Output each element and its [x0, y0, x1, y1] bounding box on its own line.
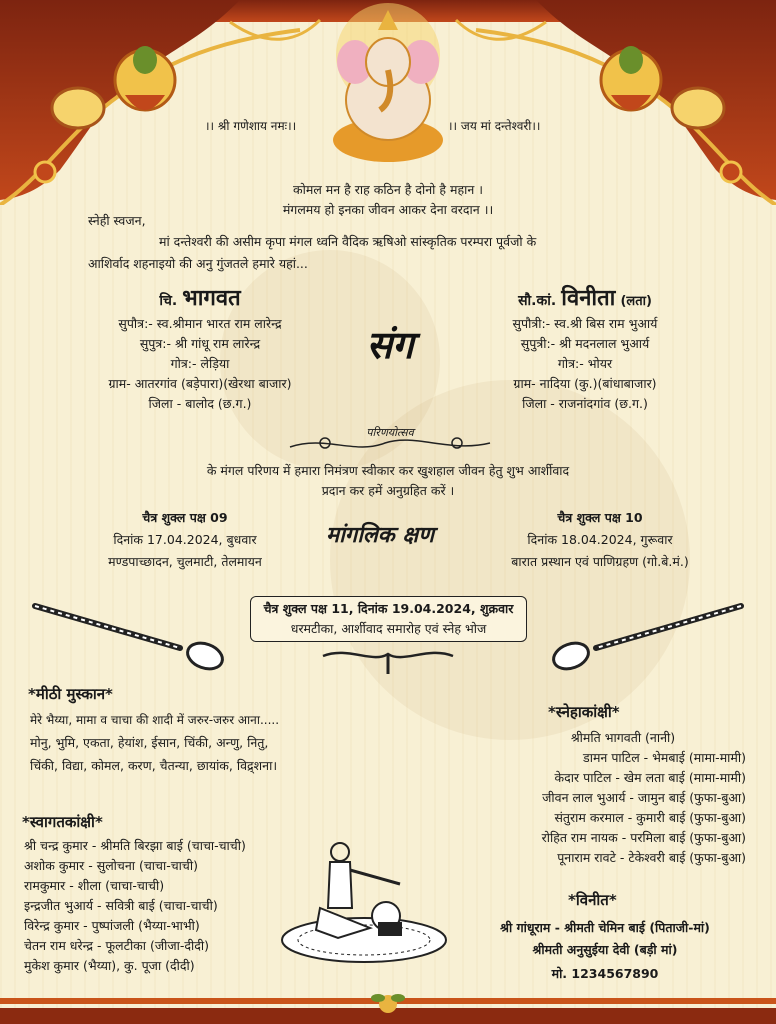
meethi-line: मेरे भैय्या, मामा व चाचा की शादी में जरुर-जरुर आना..... — [30, 713, 280, 727]
swagat-heading: *स्वागतकांक्षी* — [22, 813, 103, 831]
swagat-list — [24, 836, 246, 976]
intro-paragraph-2: आशिर्वाद शहनाइयो की अनु गुंजतले हमारे यहां... — [88, 256, 308, 271]
event-right-details: बारात प्रस्थान एवं पाणिग्रहण (गो.बे.मं.) — [511, 554, 689, 569]
event-left-title: चैत्र शुक्ल पक्ष 09 — [142, 510, 228, 525]
sneha-heading: *स्नेहाकांक्षी* — [548, 703, 620, 721]
mangalik-calligraphy: मांगलिक क्षण — [325, 522, 435, 548]
vineet-block — [460, 918, 750, 984]
bride-line: ग्राम- नादिया (कु.)(बांधाबाजार) — [513, 376, 657, 391]
sneha-list — [480, 728, 746, 868]
parinay-label: परिणयोत्सव — [366, 426, 414, 439]
bride-block — [440, 282, 730, 414]
groom-line: ग्राम- आतरगांव (बड़ेपारा)(खेरथा बाजार) — [108, 376, 292, 391]
bride-prefix: सौ.कां. — [518, 293, 557, 309]
meethi-heading: *मीठी मुस्कान* — [28, 685, 113, 703]
sneha-line: केदार पाटिल - खेम लता बाई (मामा-मामी) — [554, 770, 746, 785]
bride-line: जिला - राजनांदगांव (छ.ग.) — [522, 396, 648, 411]
groom-line: जिला - बालोद (छ.ग.) — [148, 396, 252, 411]
event-left-date: दिनांक 17.04.2024, बुधवार — [113, 532, 257, 547]
groom-line: सुपौत्र:- स्व.श्रीमान भारत राम लारेन्द्र — [118, 316, 282, 331]
swagat-line: श्री चन्द्र कुमार - श्रीमति बिरझा बाई (चाचा-चाची) — [24, 838, 246, 853]
shehnai-icon — [30, 598, 230, 678]
bride-line: सुपुत्री:- श्री मदनलाल भुआर्य — [520, 336, 650, 351]
swagat-line: मुकेश कुमार (भैय्या), कु. पूजा (दीदी) — [24, 958, 195, 973]
phone-number: मो. 1234567890 — [551, 966, 659, 981]
event-left-details: मण्डपाच्छादन, चुलमाटी, तेलमायन — [108, 554, 262, 569]
vineet-heading: *विनीत* — [568, 891, 617, 909]
event-left — [60, 508, 310, 572]
couplet-line-1: कोमल मन है राह कठिन है दोनो है महान । — [293, 182, 483, 197]
invitation-line-1: के मंगल परिणय में हमारा निमंत्रण स्वीकार कर खुशहाल जीवन हेतु शुभ आर्शीवाद — [206, 463, 570, 478]
meethi-list — [30, 710, 279, 776]
ganesh-invocation: ।। श्री गणेशाय नमः।। — [205, 119, 297, 133]
couplet-line-2: मंगलमय हो इनका जीवन आकर देना वरदान ।। — [282, 202, 494, 217]
sneha-line: पूनाराम रावटे - टेकेश्वरी बाई (फुफा-बुआ) — [557, 850, 746, 865]
sang-calligraphy: संग — [366, 322, 414, 367]
header-ornament — [0, 0, 776, 205]
bride-line: गोत्र:- भोयर — [557, 356, 613, 371]
event-right-date: दिनांक 18.04.2024, गुरूवार — [527, 532, 673, 547]
swagat-line: विरेन्द्र कुमार - पुष्पांजली (भैय्या-भाभी) — [24, 918, 200, 933]
meethi-line: मोनु, भुमि, एकता, हेयांश, ईसान, चिंकी, अन्णु, नितु, — [30, 735, 269, 750]
sneha-line: जीवन लाल भुआर्य - जामुन बाई (फुफा-बुआ) — [542, 790, 746, 805]
swagat-line: रामकुमार - शीला (चाचा-चाची) — [24, 878, 165, 893]
main-event-line-2: धरमटीका, आर्शीवाद समारोह एवं स्नेह भोज — [290, 621, 487, 636]
vineet-line-2: श्रीमती अनुसुईया देवी (बड़ी मां) — [532, 942, 678, 957]
swagat-line: अशोक कुमार - सुलोचना (चाचा-चाची) — [24, 858, 198, 873]
vineet-line-1: श्री गांधूराम - श्रीमती चेमिन बाई (पिताजी-मां) — [500, 920, 710, 935]
groom-prefix: चि. — [159, 293, 178, 309]
event-right — [470, 508, 730, 572]
bride-name: विनीता — [561, 286, 616, 311]
main-event-box — [250, 596, 527, 642]
sneha-line: श्रीमति भागवती (नानी) — [570, 730, 676, 745]
bride-nickname: (लता) — [620, 294, 652, 309]
sneha-line: संतुराम करमाल - कुमारी बाई (फुफा-बुआ) — [554, 810, 746, 825]
dantesvari-invocation: ।। जय मां दन्तेश्वरी।। — [448, 119, 541, 133]
intro-paragraph-1: मां दन्तेश्वरी की असीम कृपा मंगल ध्वनि वैदिक ऋषिओ सांस्कृतिक परम्परा पूर्वजो के — [159, 234, 537, 249]
swagat-line: इन्द्रजीत भुआर्य - सवित्री बाई (चाचा-चाची) — [24, 898, 218, 913]
divider-ornament — [318, 644, 458, 680]
footer-border — [0, 990, 776, 1024]
shehnai-icon — [546, 598, 746, 678]
ganesha-icon — [333, 3, 443, 162]
musicians-icon — [278, 838, 450, 968]
bride-line: सुपौत्री:- स्व.श्री बिस राम भुआर्य — [512, 316, 658, 331]
meethi-line: चिंकी, विद्या, कोमल, करण, चैतन्या, छायांक, विद्र्शना। — [30, 758, 278, 773]
greeting: स्नेही स्वजन, — [88, 213, 146, 228]
groom-line: गोत्र:- लेड़िया — [170, 356, 230, 371]
main-event-line-1: चैत्र शुक्ल पक्ष 11, दिनांक 19.04.2024, शुक्रवार — [263, 601, 514, 616]
groom-block — [60, 282, 340, 414]
swagat-line: चेतन राम धरेन्द्र - फूलटीका (जीजा-दीदी) — [24, 938, 210, 953]
sneha-line: रोहित राम नायक - परमिला बाई (फुफा-बुआ) — [541, 830, 746, 845]
event-right-title: चैत्र शुक्ल पक्ष 10 — [557, 510, 643, 525]
groom-line: सुपुत्र:- श्री गांधू राम लारेन्द्र — [139, 336, 261, 351]
sneha-line: डामन पाटिल - भेमबाई (मामा-मामी) — [583, 750, 746, 765]
invitation-line-2: प्रदान कर हमें अनुग्रहित करें । — [321, 483, 455, 498]
groom-name: भागवत — [182, 286, 241, 311]
